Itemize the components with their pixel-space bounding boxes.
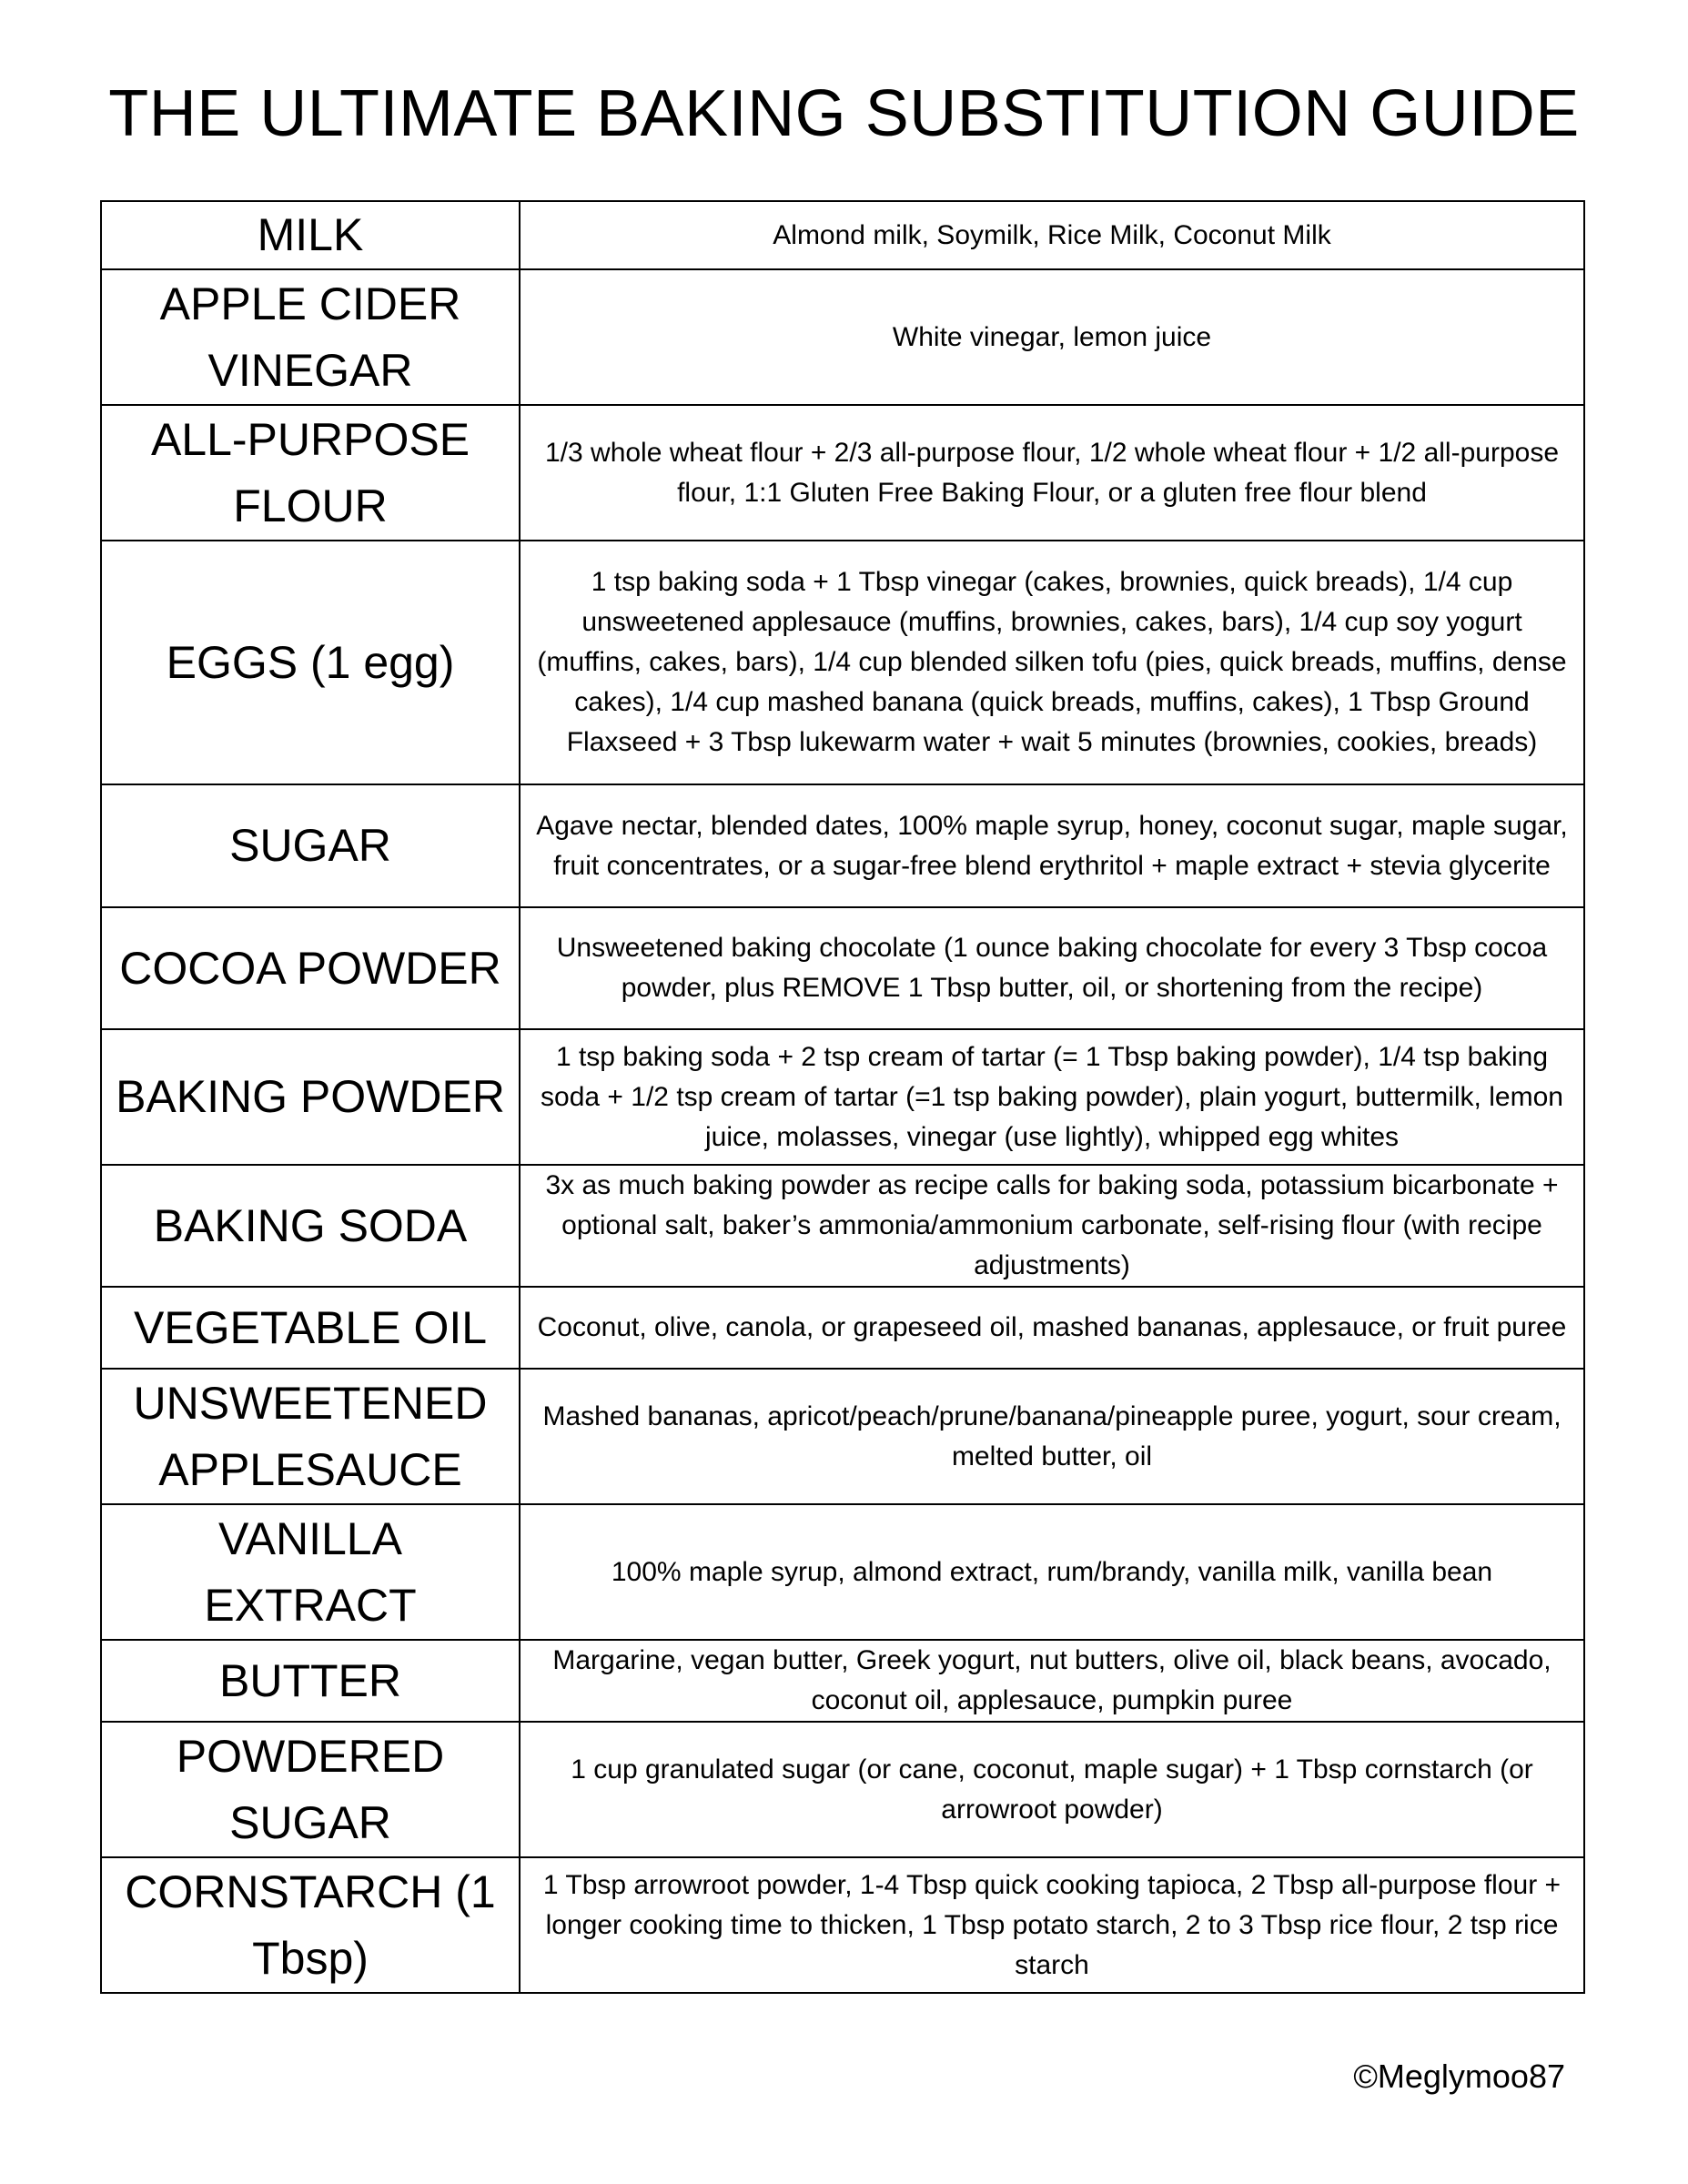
table-row bbox=[101, 907, 1584, 1029]
substitutes-cell: 1/3 whole wheat flour + 2/3 all-purpose flour, 1/2 whole wheat flour + 1/2 all-purpose flour, 1:1 Gluten Free Baking Flour, or a gluten free flour blend bbox=[520, 405, 1584, 541]
ingredient-cell: BUTTER bbox=[101, 1640, 520, 1722]
copyright-text: ©Meglymoo87 bbox=[1353, 2058, 1565, 2095]
substitutes-cell: Almond milk, Soymilk, Rice Milk, Coconut Milk bbox=[520, 201, 1584, 269]
ingredient-cell: VANILLA EXTRACT bbox=[101, 1504, 520, 1640]
ingredient-cell: APPLE CIDER VINEGAR bbox=[101, 269, 520, 405]
ingredient-cell: EGGS (1 egg) bbox=[101, 541, 520, 784]
ingredient-cell: BAKING SODA bbox=[101, 1165, 520, 1287]
table-row bbox=[101, 1857, 1584, 1993]
table-row bbox=[101, 1722, 1584, 1857]
ingredient-cell: VEGETABLE OIL bbox=[101, 1287, 520, 1369]
substitutes-cell: Coconut, olive, canola, or grapeseed oil, mashed bananas, applesauce, or fruit puree bbox=[520, 1287, 1584, 1369]
substitutes-cell: 1 cup granulated sugar (or cane, coconut, maple sugar) + 1 Tbsp cornstarch (or arrowroot powder) bbox=[520, 1722, 1584, 1857]
table-row bbox=[101, 405, 1584, 541]
table-row bbox=[101, 1287, 1584, 1369]
table-row bbox=[101, 201, 1584, 269]
ingredient-cell: COCOA POWDER bbox=[101, 907, 520, 1029]
substitutes-cell: Agave nectar, blended dates, 100% maple syrup, honey, coconut sugar, maple sugar, fruit concentrates, or a sugar-free blend erythritol + maple extract + stevia glycerite bbox=[520, 784, 1584, 907]
substitutes-cell: 1 tsp baking soda + 1 Tbsp vinegar (cakes, brownies, quick breads), 1/4 cup unsweetened applesauce (muffins, brownies, cakes, bars), 1/4 cup soy yogurt (muffins, cakes, bars), 1/4 cup blended silken tofu (pies, quick breads, muffins, dense cakes), 1/4 cup mashed banana (quick breads, muffins, cakes), 1 Tbsp Ground Flaxseed + 3 Tbsp lukewarm water + wait 5 minutes (brownies, cookies, breads) bbox=[520, 541, 1584, 784]
substitutes-cell: 3x as much baking powder as recipe calls for baking soda, potassium bicarbonate + optional salt, baker’s ammonia/ammonium carbonate, self-rising flour (with recipe adjustments) bbox=[520, 1165, 1584, 1287]
ingredient-cell: BAKING POWDER bbox=[101, 1029, 520, 1165]
table-row bbox=[101, 1504, 1584, 1640]
table-row bbox=[101, 784, 1584, 907]
substitutes-cell: 1 Tbsp arrowroot powder, 1-4 Tbsp quick cooking tapioca, 2 Tbsp all-purpose flour + longer cooking time to thicken, 1 Tbsp potato starch, 2 to 3 Tbsp rice flour, 2 tsp rice starch bbox=[520, 1857, 1584, 1993]
table-row bbox=[101, 1029, 1584, 1165]
table-row bbox=[101, 269, 1584, 405]
substitutes-cell: 1 tsp baking soda + 2 tsp cream of tartar (= 1 Tbsp baking powder), 1/4 tsp baking soda + 1/2 tsp cream of tartar (=1 tsp baking powder), plain yogurt, buttermilk, lemon juice, molasses, vinegar (use lightly), whipped egg whites bbox=[520, 1029, 1584, 1165]
ingredient-cell: CORNSTARCH (1 Tbsp) bbox=[101, 1857, 520, 1993]
table-row bbox=[101, 1369, 1584, 1504]
ingredient-cell: UNSWEETENED APPLESAUCE bbox=[101, 1369, 520, 1504]
table-row bbox=[101, 1640, 1584, 1722]
substitutes-cell: White vinegar, lemon juice bbox=[520, 269, 1584, 405]
page-title: THE ULTIMATE BAKING SUBSTITUTION GUIDE bbox=[108, 77, 1580, 150]
substitutes-cell: Mashed bananas, apricot/peach/prune/banana/pineapple puree, yogurt, sour cream, melted butter, oil bbox=[520, 1369, 1584, 1504]
table-row bbox=[101, 1165, 1584, 1287]
substitutes-cell: Margarine, vegan butter, Greek yogurt, nut butters, olive oil, black beans, avocado, coconut oil, applesauce, pumpkin puree bbox=[520, 1640, 1584, 1722]
substitution-table bbox=[100, 200, 1585, 1994]
ingredient-cell: MILK bbox=[101, 201, 520, 269]
substitutes-cell: Unsweetened baking chocolate (1 ounce baking chocolate for every 3 Tbsp cocoa powder, plus REMOVE 1 Tbsp butter, oil, or shortening from the recipe) bbox=[520, 907, 1584, 1029]
ingredient-cell: SUGAR bbox=[101, 784, 520, 907]
table-row bbox=[101, 541, 1584, 784]
substitutes-cell: 100% maple syrup, almond extract, rum/brandy, vanilla milk, vanilla bean bbox=[520, 1504, 1584, 1640]
ingredient-cell: ALL-PURPOSE FLOUR bbox=[101, 405, 520, 541]
ingredient-cell: POWDERED SUGAR bbox=[101, 1722, 520, 1857]
